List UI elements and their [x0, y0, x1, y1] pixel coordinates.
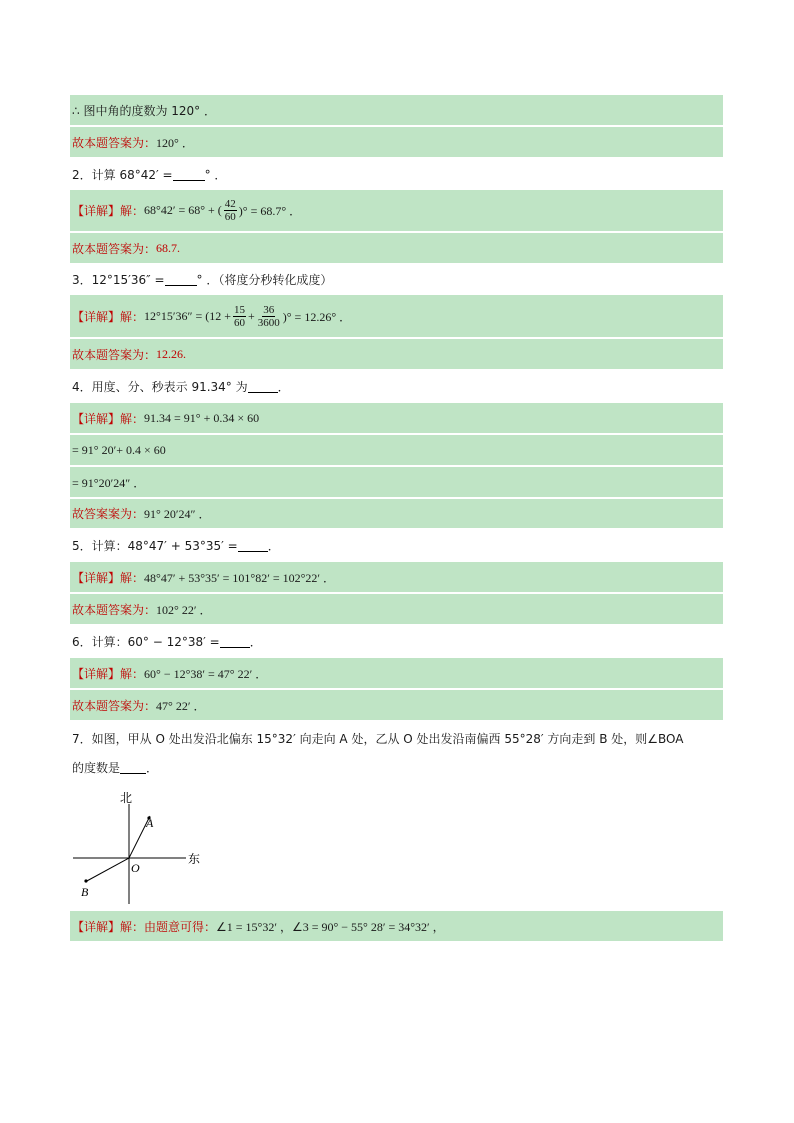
answer-blank — [220, 635, 250, 648]
detail-q4-line-2 — [70, 435, 723, 466]
question-3 — [70, 264, 723, 294]
answer-value: 68.7. — [156, 240, 181, 255]
detail-tag: 【详解】解： — [72, 666, 145, 681]
expr-line: = 91° 20′+ 0.4 × 60 — [72, 442, 166, 457]
solution-line-1 — [70, 95, 723, 126]
question-text: 的度数是 — [72, 760, 121, 775]
answer-value: 12.26. — [156, 346, 187, 361]
answer-blank — [248, 380, 278, 393]
detail-q3 — [70, 295, 723, 338]
fraction-denominator: 3600 — [257, 316, 280, 329]
fraction-denominator: 60 — [233, 316, 245, 329]
detail-q4-line-1 — [70, 403, 723, 434]
detail-q4-line-3 — [70, 467, 723, 498]
answer-blank — [238, 539, 268, 552]
answer-line-q3 — [70, 339, 723, 370]
detail-tag: 【详解】解：由题意可得： — [72, 919, 217, 934]
expr-part: )° = 68.7° ． — [238, 204, 302, 218]
answer-line-q4 — [70, 499, 723, 529]
question-text: 3．12°15′36″ = — [72, 272, 165, 287]
question-suffix: ． — [277, 379, 290, 394]
expr-part: 12°15′36″ = (12 + — [144, 308, 231, 323]
detail-q7 — [70, 911, 723, 942]
conclusion-text: ∴ 图中角的度数为 120° ． — [72, 103, 216, 118]
expr-line: = 91°20′24″ ． — [72, 475, 146, 490]
answer-value: 47° 22′ ． — [156, 698, 206, 713]
answer-label: 故本题答案为： — [72, 241, 157, 256]
expr-line: ∠1 = 15°32′ ，∠3 = 90° − 55° 28′ = 34°32′ ， — [216, 919, 445, 934]
answer-line-q6 — [70, 690, 723, 721]
label-o: O — [131, 861, 140, 875]
question-4 — [70, 371, 723, 401]
ray-ob — [85, 858, 129, 882]
detail-tag: 【详解】解： — [72, 411, 145, 426]
point-b — [84, 879, 87, 882]
fraction-numerator: 42 — [224, 198, 236, 210]
detail-tag: 【详解】解： — [72, 204, 145, 218]
expr-line: 60° − 12°38′ = 47° 22′ ． — [144, 666, 268, 681]
answer-blank — [120, 761, 146, 774]
answer-line-q5 — [70, 594, 723, 625]
question-text: 5．计算：48°47′ + 53°35′ = — [72, 539, 238, 553]
answer-label: 故本题答案为： — [72, 602, 157, 617]
answer-value: 102° 22′ ． — [156, 602, 212, 617]
answer-value: 120° ． — [156, 135, 194, 150]
expr-part: 68°42′ = 68° + ( — [144, 203, 222, 217]
question-text: 2．计算 68°42′ = — [72, 167, 173, 182]
north-label: 北 — [120, 791, 133, 805]
fraction-numerator: 36 — [263, 303, 275, 316]
question-text: 4．用度、分、秒表示 91.34° 为 — [72, 379, 248, 394]
detail-tag: 【详解】解： — [72, 309, 145, 324]
question-7-cont — [70, 754, 723, 780]
question-text: 6．计算：60° − 12°38′ = — [72, 635, 220, 649]
expr-line: 48°47′ + 53°35′ = 101°82′ = 102°22′ ． — [144, 570, 336, 585]
answer-line-q2 — [70, 233, 723, 264]
east-label: 东 — [188, 852, 201, 866]
expr-part: )° = 12.26° ． — [282, 309, 352, 324]
question-suffix: ° ． — [204, 167, 227, 182]
question-6 — [70, 626, 723, 657]
detail-q5 — [70, 562, 723, 593]
answer-blank — [165, 273, 197, 286]
question-7 — [70, 725, 723, 751]
answer-label: 故本题答案为： — [72, 698, 157, 713]
question-suffix: ． — [249, 635, 262, 649]
fraction — [257, 304, 281, 329]
answer-line-q1 — [70, 127, 723, 158]
detail-tag: 【详解】解： — [72, 570, 145, 585]
fraction — [224, 198, 237, 223]
answer-value: 91° 20′24″ ． — [144, 507, 211, 521]
answer-label: 故本题答案为： — [72, 135, 157, 150]
answer-blank — [173, 168, 205, 181]
answer-label: 故本题答案为： — [72, 347, 157, 362]
answer-label: 故答案案为： — [72, 507, 145, 521]
fraction — [233, 304, 246, 329]
label-a: A — [146, 816, 154, 830]
question-suffix: ． — [146, 760, 159, 775]
question-text: 7．如图，甲从 O 处出发沿北偏东 15°32′ 向走向 A 处，乙从 O 处出发沿南偏西 55°28′ 方向走到 B 处，则∠BOA — [72, 731, 684, 746]
fraction-denominator: 60 — [224, 211, 236, 223]
question-2 — [70, 159, 723, 189]
question-5 — [70, 530, 723, 561]
question-suffix: ． — [267, 539, 280, 553]
question-suffix: ° ．（将度分秒转化成度） — [196, 272, 333, 287]
expr-line: 91.34 = 91° + 0.34 × 60 — [144, 410, 260, 425]
plus-sign: + — [247, 308, 255, 323]
label-b: B — [81, 885, 89, 899]
detail-q6 — [70, 658, 723, 689]
detail-q2 — [70, 190, 723, 232]
fraction-numerator: 15 — [233, 303, 245, 316]
direction-figure — [68, 786, 218, 908]
